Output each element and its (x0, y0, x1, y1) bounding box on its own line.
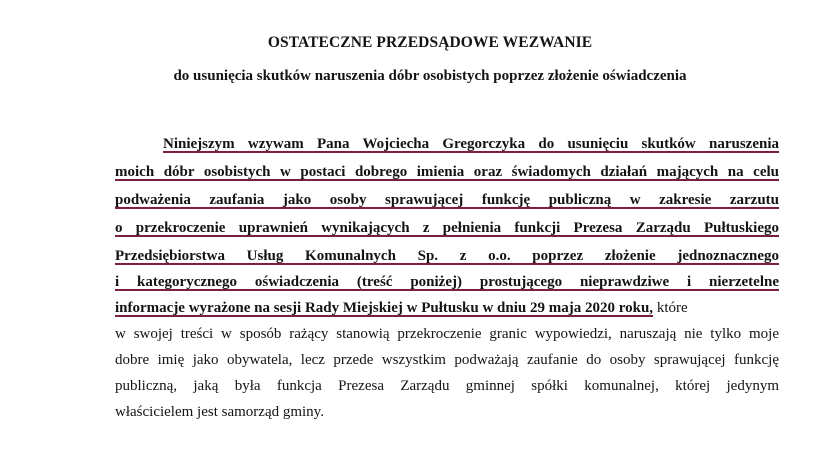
paragraph-line-text: Przedsiębiorstwa Usług Komunalnych Sp. z o.o. poprzez złożenie jednoznacznego (115, 248, 779, 264)
paragraph-line-text: które (656, 300, 688, 316)
paragraph-line (115, 350, 779, 370)
paragraph-line-text: Niniejszym wzywam Pana Wojciecha Gregorczyka do usunięciu skutków naruszenia (163, 136, 779, 152)
paragraph-line-text: publiczną, jaką była funkcja Prezesa Zarządu gminnej spółki komunalnej, której jedynym (115, 378, 779, 394)
document-title: OSTATECZNE PRZEDSĄDOWE WEZWANIE (267, 34, 593, 51)
paragraph-line-text: o przekroczenie uprawnień wynikających z pełnienia funkcji Prezesa Zarządu Pułtuskiego (115, 220, 779, 236)
paragraph-line-text: informacje wyrażone na sesji Rady Miejskiej w Pułtusku w dniu 29 maja 2020 roku, (115, 300, 654, 316)
paragraph-line (115, 272, 779, 292)
paragraph-line (115, 162, 779, 182)
paragraph-line-text: podważenia zaufania jako osoby sprawującej funkcję publiczną w zakresie zarzutu (115, 192, 779, 208)
paragraph-line-text: moich dóbr osobistych w postaci dobrego imienia oraz świadomych działań mających na celu (115, 164, 779, 180)
paragraph-line (115, 190, 779, 210)
document-subtitle: do usunięcia skutków naruszenia dóbr osobistych poprzez złożenie oświadczenia (173, 68, 687, 84)
paragraph-line-text: właścicielem jest samorząd gminy. (115, 404, 324, 420)
paragraph-line (115, 246, 779, 266)
paragraph-line-text: w swojej treści w sposób rażący stanowią przekroczenie granic wypowiedzi, naruszają nie tylko moje (115, 326, 779, 342)
paragraph-line (115, 218, 779, 238)
paragraph-line (115, 324, 779, 344)
paragraph-line (115, 376, 779, 396)
paragraph-line-text: i kategorycznego oświadczenia (treść poniżej) prostującego nieprawdziwe i nierzetelne (115, 274, 779, 290)
paragraph-line (163, 134, 779, 154)
paragraph-line (115, 298, 779, 318)
paragraph-line (115, 402, 779, 422)
paragraph-line-text: dobre imię jako obywatela, lecz przede wszystkim podważają zaufanie do osoby sprawującej funkcję (115, 352, 779, 368)
